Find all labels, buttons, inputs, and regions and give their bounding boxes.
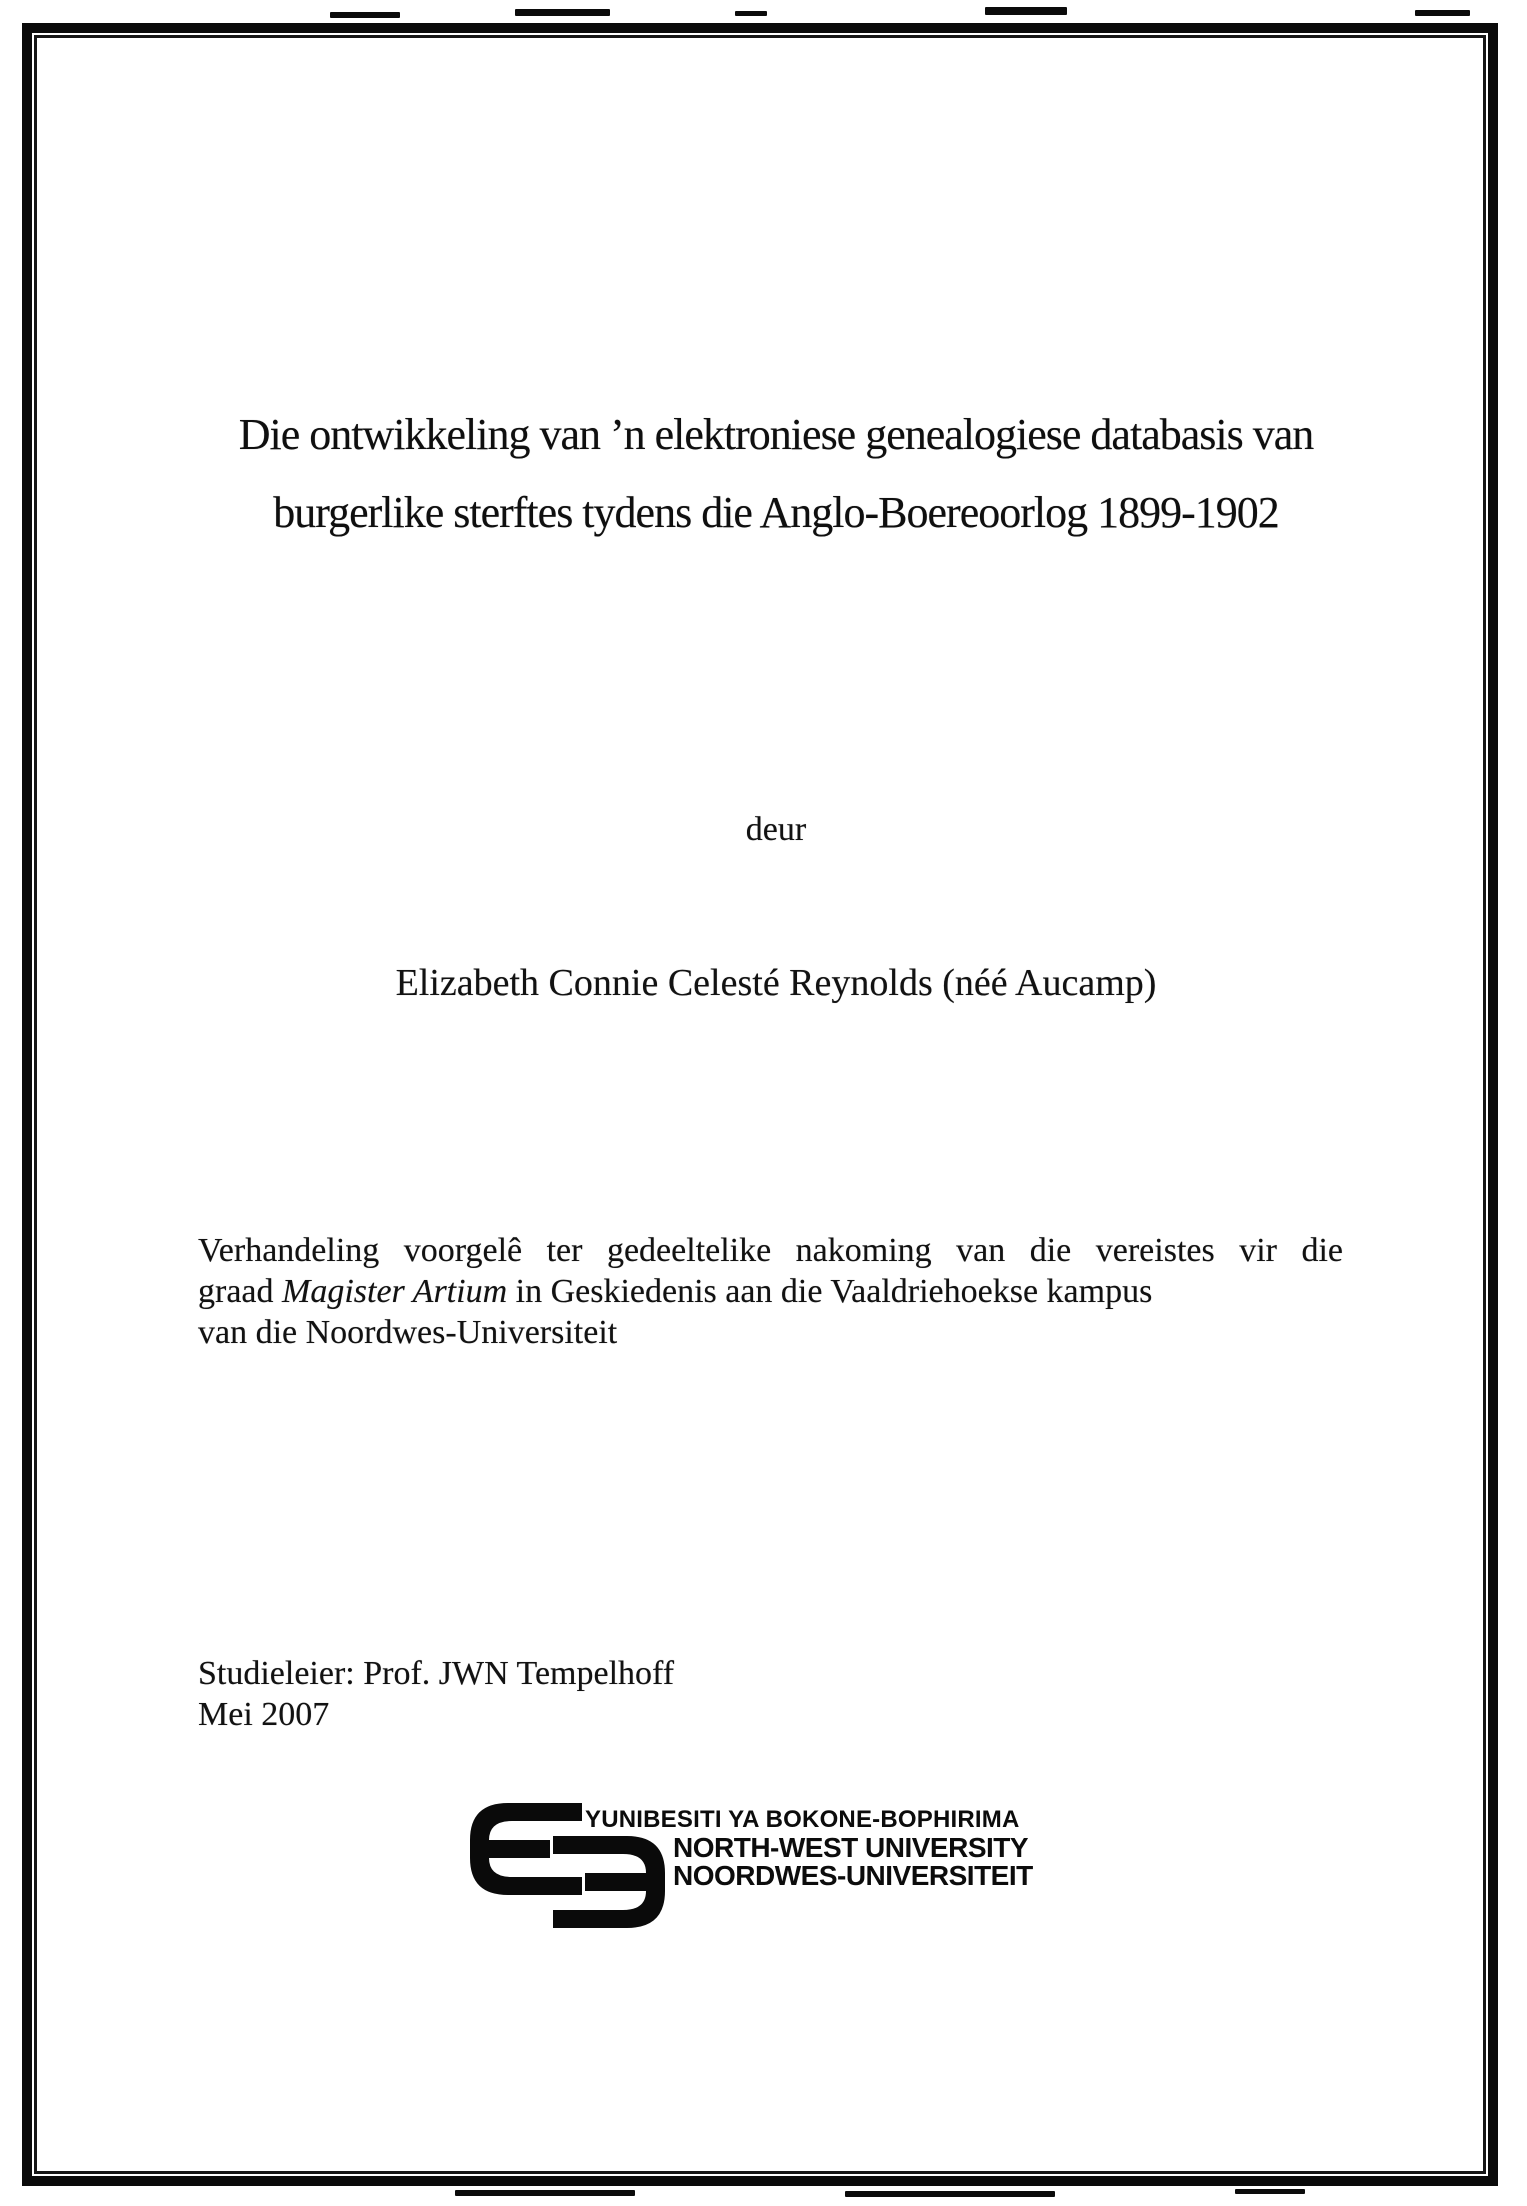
degree-statement-line3: van die Noordwes-Universiteit xyxy=(198,1314,618,1351)
thesis-title xyxy=(110,396,1442,552)
scan-artifact xyxy=(1415,10,1470,16)
scan-artifact xyxy=(735,11,767,16)
scan-artifact xyxy=(330,12,400,18)
scan-artifact xyxy=(515,9,610,16)
thesis-title-line1: Die ontwikkeling van ’n elektroniese genealogiese databasis van xyxy=(238,410,1314,459)
degree-statement-line2 xyxy=(198,1271,1343,1312)
thesis-title-line2: burgerlike sterftes tydens die Anglo-Boereoorlog 1899-1902 xyxy=(273,488,1279,537)
degree-statement-line1: Verhandeling voorgelê ter gedeeltelike nakoming van die vereistes vir die xyxy=(198,1232,1343,1269)
supervisor-block xyxy=(198,1653,674,1735)
logo-line-afrikaans: NOORDWES-UNIVERSITEIT xyxy=(673,1860,1033,1891)
university-logo-text xyxy=(585,1806,1033,1890)
degree-statement xyxy=(198,1230,1343,1353)
degree-statement-line2-suffix: in Geskiedenis aan die Vaaldriehoekse kampus xyxy=(507,1273,1153,1310)
logo-line-english: NORTH-WEST UNIVERSITY xyxy=(673,1832,1029,1863)
scan-artifact xyxy=(845,2191,1055,2197)
scan-artifact xyxy=(985,7,1067,15)
date-line: Mei 2007 xyxy=(198,1696,330,1733)
degree-statement-line2-prefix: graad xyxy=(198,1273,283,1310)
logo-line-setswana: YUNIBESITI YA BOKONE-BOPHIRIMA xyxy=(585,1806,1020,1833)
scan-artifact xyxy=(1235,2189,1305,2194)
supervisor-line: Studieleier: Prof. JWN Tempelhoff xyxy=(198,1655,675,1692)
degree-title-italic: Magister Artium xyxy=(282,1273,508,1310)
scan-artifact xyxy=(455,2190,635,2196)
author-name: Elizabeth Connie Celesté Reynolds (néé Aucamp) xyxy=(395,962,1157,1004)
byline-label: deur xyxy=(745,811,807,848)
